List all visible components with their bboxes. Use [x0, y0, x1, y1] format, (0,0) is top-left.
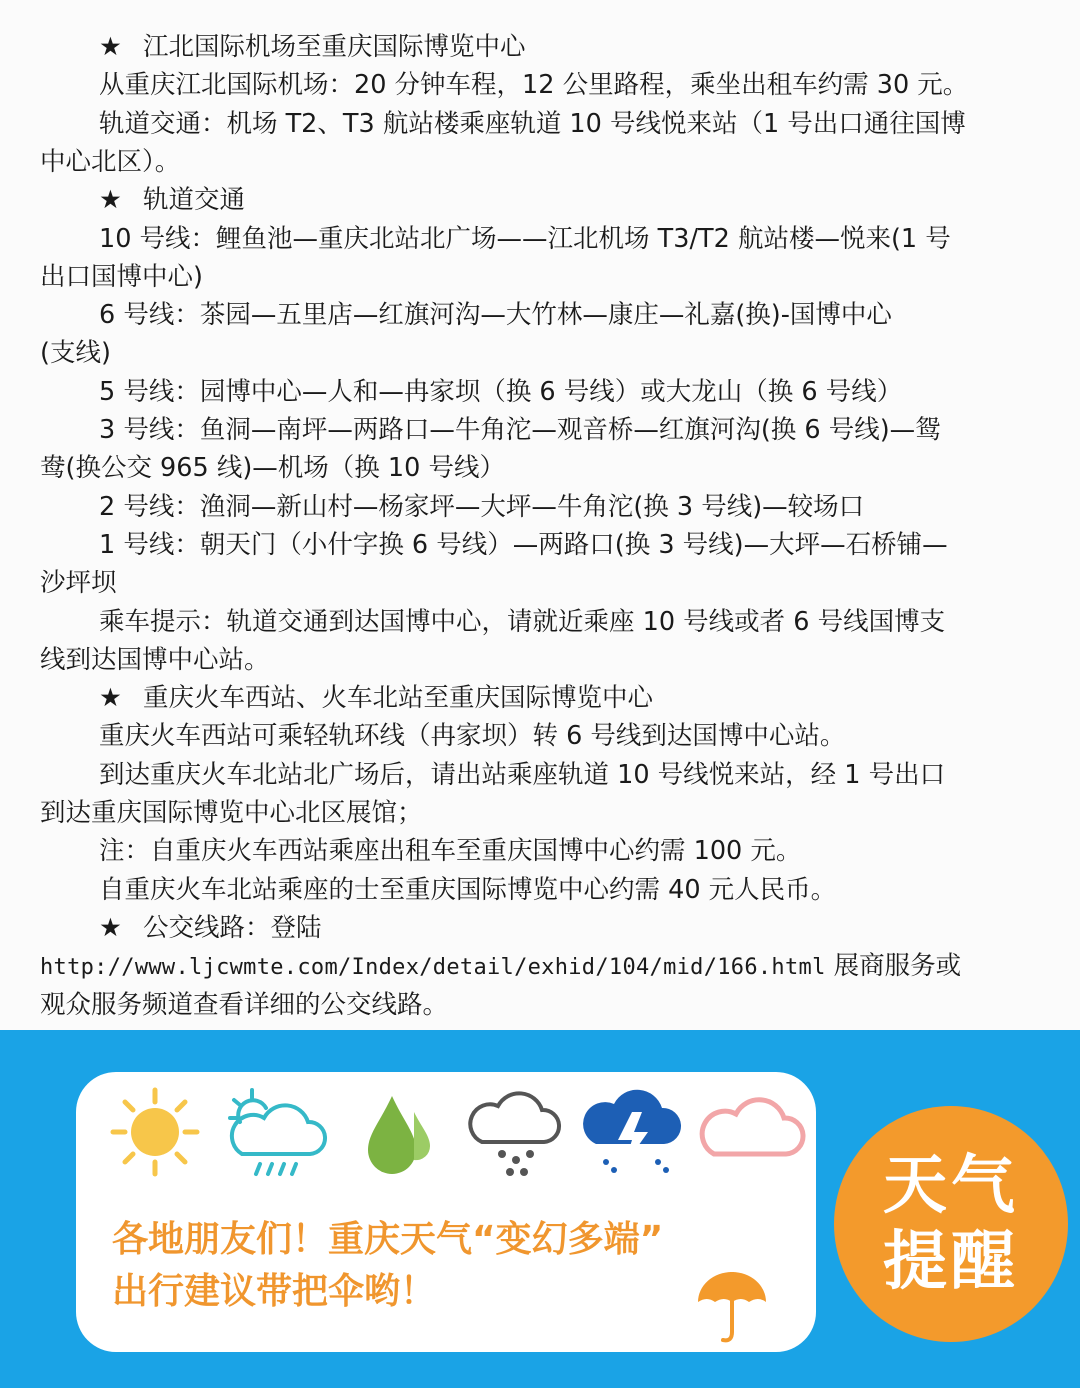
weather-notice-line1: 各地朋友们！重庆天气“变幻多端”	[112, 1219, 664, 1260]
text-line	[99, 756, 1052, 794]
text-line	[99, 488, 1052, 526]
section-heading	[99, 181, 1080, 219]
text-line	[99, 603, 1052, 641]
url-tail-text: 展商服务或	[833, 951, 962, 982]
umbrella-icon	[692, 1266, 772, 1346]
url-line	[40, 947, 1052, 985]
text-line	[99, 373, 1052, 411]
line-text: 江北国际机场至重庆国际博览中心	[143, 32, 526, 62]
section-heading	[99, 679, 1080, 717]
line-text: 3 号线：鱼洞—南坪—两路口—牛角沱—观音桥—红旗河沟(换 6 号线)—鸳	[99, 415, 941, 445]
line-text: 到达重庆国际博览中心北区展馆；	[40, 798, 423, 828]
text-line	[40, 143, 1052, 181]
line-text: 轨道交通	[143, 185, 246, 216]
line-text: 6 号线：茶园—五里店—红旗河沟—大竹林—康庄—礼嘉(换)-国博中心	[99, 300, 892, 331]
text-line	[99, 832, 1052, 870]
text-line	[40, 564, 1052, 602]
text-line	[99, 526, 1052, 564]
cloud-rain-icon	[460, 1082, 570, 1182]
line-text: 自重庆火车北站乘座的士至重庆国际博览中心约需 40 元人民币。	[99, 874, 837, 905]
badge-line1: 天气	[883, 1149, 1019, 1223]
line-text: 1 号线：朝天门（小什字换 6 号线）—两路口(换 3 号线)—大坪—石桥铺—	[99, 529, 948, 560]
text-line	[99, 296, 1052, 334]
text-line: 观众服务频道查看详细的公交线路。	[40, 989, 449, 1020]
line-text: 中心北区）。	[40, 146, 181, 177]
line-text: 10 号线：鲤鱼池—重庆北站北广场——江北机场 T3/T2 航站楼—悦来(1 号	[99, 223, 951, 254]
line-text: 沙坪坝	[40, 568, 117, 599]
text-line	[99, 105, 1052, 143]
line-text: 线到达国博中心站。	[40, 644, 270, 675]
line-text: 鸯(换公交 965 线)—机场（换 10 号线）	[40, 453, 505, 484]
star-bullet-icon: ★	[99, 185, 122, 216]
line-text: 到达重庆火车北站北广场后，请出站乘座轨道 10 号线悦来站，经 1 号出口	[99, 759, 946, 790]
sun-icon	[100, 1082, 210, 1182]
text-line	[99, 66, 1052, 104]
weather-alert-badge	[834, 1106, 1068, 1342]
line-text: 公交线路：登陆	[143, 912, 322, 943]
text-line	[99, 411, 1052, 449]
water-drop-icon	[344, 1082, 454, 1182]
line-text: 注：自重庆火车西站乘座出租车至重庆国博中心约需 100 元。	[99, 836, 802, 867]
line-text: 从重庆江北国际机场：20 分钟车程，12 公里路程，乘坐出租车约需 30 元。	[99, 70, 969, 101]
text-line	[40, 449, 1052, 487]
text-line	[99, 871, 1052, 909]
section-heading	[99, 909, 1080, 947]
text-line	[99, 717, 1052, 755]
text-line	[40, 794, 1052, 832]
star-bullet-icon: ★	[99, 912, 122, 943]
line-text: 出口国博中心)	[40, 261, 203, 292]
text-line	[99, 220, 1052, 258]
cloud-icon	[696, 1082, 806, 1182]
star-bullet-icon: ★	[99, 683, 122, 714]
bus-route-link[interactable]: http://www.ljcwmte.com/Index/detail/exhid/104/mid/166.html	[40, 955, 826, 981]
line-text: 轨道交通：机场 T2、T3 航站楼乘座轨道 10 号线悦来站（1 号出口通往国博	[99, 108, 966, 139]
line-text: 乘车提示：轨道交通到达国博中心，请就近乘座 10 号线或者 6 号线国博支	[99, 606, 946, 637]
section-heading	[99, 28, 1080, 66]
line-text: (支线)	[40, 338, 111, 369]
text-line	[40, 258, 1052, 296]
weather-notice-line2: 出行建议带把伞哟！	[112, 1271, 437, 1312]
star-bullet-icon: ★	[99, 32, 122, 62]
weather-icons-row	[100, 1082, 820, 1182]
thunderstorm-icon	[578, 1082, 688, 1182]
line-text: 重庆火车西站、火车北站至重庆国际博览中心	[143, 683, 654, 714]
sun-cloud-rain-icon	[222, 1082, 332, 1182]
badge-line2: 提醒	[883, 1225, 1019, 1299]
line-text: 5 号线：园博中心—人和—冉家坝（换 6 号线）或大龙山（换 6 号线）	[99, 376, 903, 407]
text-line	[40, 334, 1052, 372]
line-text: 2 号线：渔洞—新山村—杨家坪—大坪—牛角沱(换 3 号线)—较场口	[99, 491, 865, 522]
line-text: 重庆火车西站可乘轻轨环线（冉家坝）转 6 号线到达国博中心站。	[99, 721, 846, 752]
text-line	[40, 641, 1052, 679]
